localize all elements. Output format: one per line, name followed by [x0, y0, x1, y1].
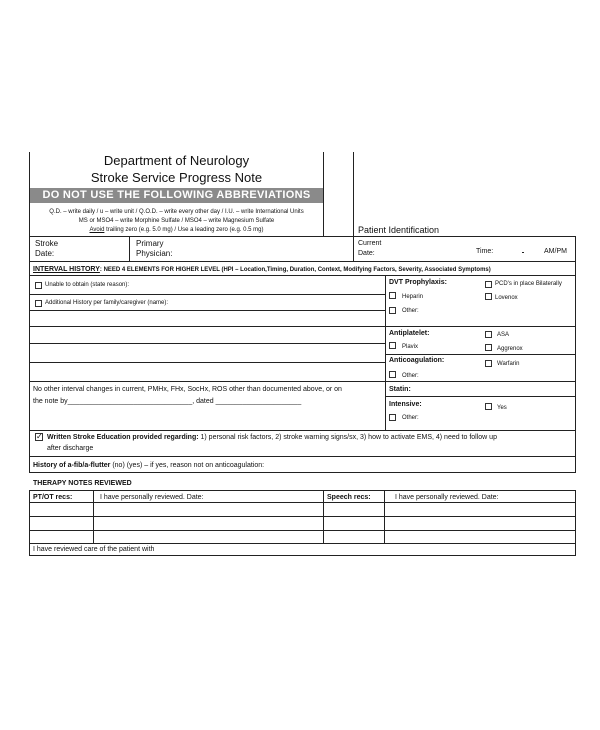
header-divider-2: [353, 152, 354, 236]
patient-identification-label: Patient Identification: [358, 225, 440, 235]
time-label: Time:: [476, 248, 494, 255]
lovenox-label: Lovenox: [495, 295, 518, 301]
additional-history-checkbox[interactable]: [35, 300, 42, 307]
interval-row-line-2: [29, 294, 386, 295]
asa-label: ASA: [497, 332, 510, 338]
aggrenox-label: Aggrenox: [497, 346, 523, 352]
intensive-label: Intensive:: [389, 401, 422, 408]
education-checkbox[interactable]: [35, 433, 43, 441]
stroke-date-label: Date:: [35, 249, 55, 258]
anticoag-other-checkbox[interactable]: [389, 371, 396, 378]
therapy-line-3: [29, 530, 576, 531]
plavix-checkbox[interactable]: [389, 342, 396, 349]
right-line-3: [385, 381, 575, 382]
interval-history-heading: [33, 265, 491, 275]
info-row-top-line: [29, 236, 575, 237]
dvt-prophylaxis-label: DVT Prophylaxis:: [389, 279, 447, 286]
right-panel-divider: [385, 275, 386, 430]
therapy-line-2: [29, 516, 576, 517]
pt-ot-recs-label: PT/OT recs:: [33, 494, 73, 501]
therapy-line-4: [29, 543, 576, 544]
am-pm-label: AM/PM: [544, 248, 567, 255]
interval-row-line-6: [29, 362, 386, 363]
speech-reviewed-text: I have personally reviewed. Date:: [395, 494, 499, 501]
pt-ot-reviewed-text: I have personally reviewed. Date:: [100, 494, 204, 501]
abbreviation-rule-1: Q.D. – write daily / u – write unit / Q.O.D. – write every other day / I.U. – write International Units: [49, 209, 304, 215]
info-row-left-border: [29, 236, 30, 261]
anticoag-other-label: Other:: [402, 373, 419, 379]
current-label: Current: [358, 240, 382, 247]
unable-to-obtain-checkbox[interactable]: [35, 282, 42, 289]
info-time-tick: [522, 252, 524, 253]
form-title: Stroke Service Progress Note: [90, 170, 263, 185]
right-line-1: [385, 326, 575, 327]
anticoagulation-label: Anticoagulation:: [389, 357, 445, 364]
interval-row-line-5: [29, 343, 386, 344]
unable-to-obtain-label: Unable to obtain (state reason):: [45, 282, 130, 288]
asa-checkbox[interactable]: [485, 331, 492, 338]
education-top-line: [29, 430, 576, 431]
afib-top-line: [29, 456, 576, 457]
education-text-line2: after discharge: [47, 445, 94, 452]
interval-history-requirements: : NEED 4 ELEMENTS FOR HIGHER LEVEL (HPI – Location,Timing, Duration, Context, Modifying Factors, Severity, Associated Symptoms): [99, 267, 491, 273]
warfarin-label: Warfarin: [497, 361, 520, 367]
dvt-other-checkbox[interactable]: [389, 307, 396, 314]
abbreviation-rule-3: [30, 226, 323, 234]
abbreviation-rule-2: MS or MSO4 – write Morphine Sulfate / MSO4 – write Magnesium Sulfate: [78, 218, 275, 224]
info-divider-a: [129, 236, 130, 261]
physician-label: Physician:: [136, 249, 173, 258]
afib-text: [33, 461, 264, 470]
statin-other-label: Other:: [402, 415, 419, 421]
warfarin-checkbox[interactable]: [485, 360, 492, 367]
additional-history-label: Additional History per family/caregiver (name):: [45, 300, 169, 306]
interval-history-title: INTERVAL HISTORY: [33, 266, 100, 273]
no-changes-text-2: the note by________________________________, dated ______________________: [33, 398, 302, 405]
interval-row-line-3: [29, 310, 386, 311]
stroke-label: Stroke: [35, 239, 59, 248]
speech-recs-label: Speech recs:: [327, 494, 371, 501]
no-changes-text-1: No other interval changes in current, PMHx, FHx, SocHx, ROS other than documented above, or on: [33, 386, 342, 393]
avoid-word: Avoid: [89, 227, 105, 233]
pcds-label: PCD's in place Bilaterally: [495, 281, 562, 287]
info-divider-b: [353, 236, 354, 261]
dvt-other-label: Other:: [402, 308, 419, 314]
statin-label: Statin:: [389, 386, 411, 393]
primary-label: Primary: [136, 239, 164, 248]
care-reviewed-text: I have reviewed care of the patient with: [33, 546, 155, 553]
plavix-label: Plavix: [402, 344, 419, 350]
interval-row-line-1: [29, 275, 576, 276]
education-label: Written Stroke Education provided regarding:: [47, 434, 199, 441]
department-title: Department of Neurology: [103, 153, 250, 168]
intensive-yes-checkbox[interactable]: [485, 403, 492, 410]
pcds-checkbox[interactable]: [485, 281, 492, 288]
right-line-4: [385, 396, 575, 397]
afib-question: (no) (yes) – if yes, reason not on anticoagulation:: [110, 462, 265, 469]
aggrenox-checkbox[interactable]: [485, 344, 492, 351]
interval-row-line-7: [29, 381, 386, 382]
lovenox-checkbox[interactable]: [485, 293, 492, 300]
afib-label: History of a-fib/a-flutter: [33, 462, 111, 469]
statin-other-checkbox[interactable]: [389, 414, 396, 421]
antiplatelet-label: Antiplatelet:: [389, 330, 430, 337]
check-icon: ✓: [36, 432, 43, 441]
therapy-notes-heading: THERAPY NOTES REVIEWED: [33, 480, 132, 487]
education-items: 1) personal risk factors, 2) stroke warning signs/sx, 3) how to activate EMS, 4) need to follow up: [198, 434, 497, 441]
heparin-label: Heparin: [402, 294, 424, 300]
education-text: [47, 433, 497, 442]
heparin-checkbox[interactable]: [389, 292, 396, 299]
info-row-right-border: [575, 236, 576, 261]
header-divider-1: [323, 152, 324, 236]
therapy-line-1: [29, 502, 576, 503]
current-date-label: Date:: [358, 250, 375, 257]
intensive-yes-label: Yes: [497, 405, 507, 411]
interval-row-line-4: [29, 326, 386, 327]
abbreviation-rule-3-text: trailing zero (e.g. 5.0 mg) / Use a leading zero (e.g. 0.5 mg): [104, 227, 264, 233]
right-line-2: [385, 354, 575, 355]
abbreviations-banner: DO NOT USE THE FOLLOWING ABBREVIATIONS: [30, 188, 323, 203]
